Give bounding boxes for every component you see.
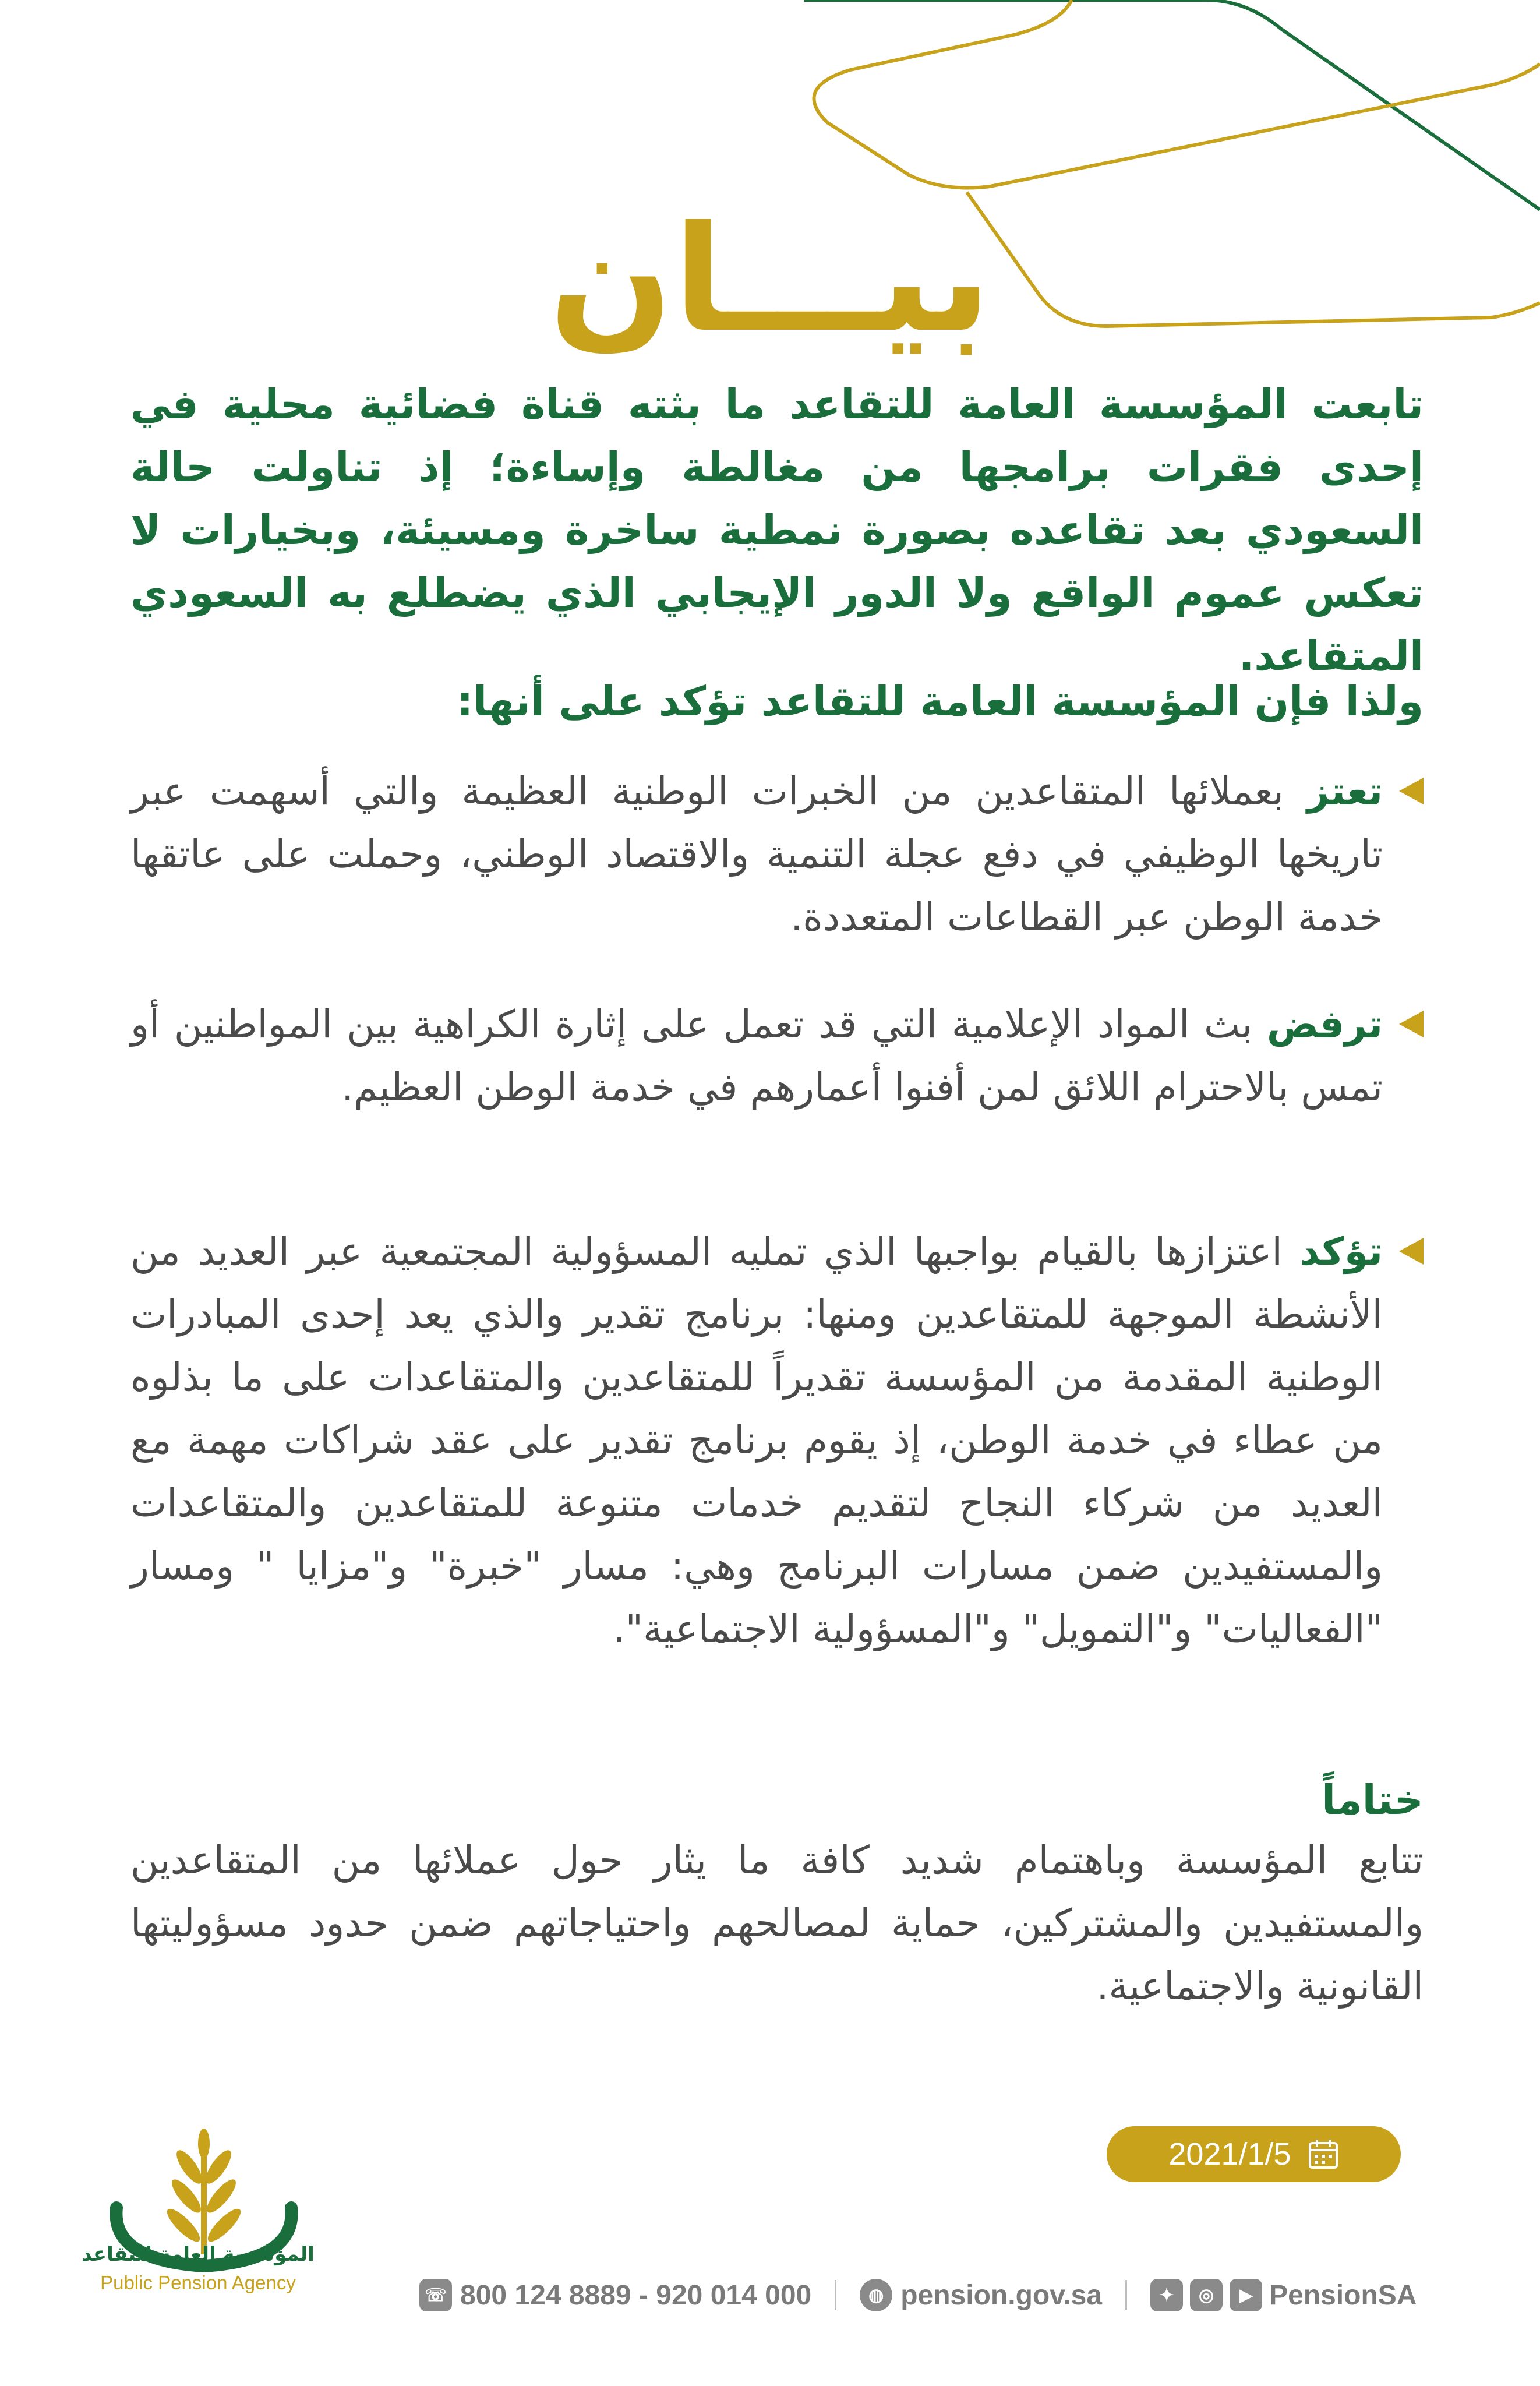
point-keyword: ترفض	[1266, 1002, 1383, 1047]
point-keyword: تؤكد	[1299, 1229, 1383, 1274]
point-item	[130, 1220, 1424, 1661]
phone-contact[interactable]	[419, 2279, 811, 2311]
social-handle[interactable]: PensionSA	[1269, 2279, 1417, 2311]
date-text: 2021/1/5	[1168, 2137, 1291, 2172]
closing-paragraph: تتابع المؤسسة وباهتمام شديد كافة ما يثار حول عملائها من المتقاعدين والمستفيدين والمشتركين، حماية لمصالحهم واحتياجاتهم ضمن حدود مسؤوليتها القانونية والاجتماعية.	[130, 1838, 1424, 2009]
calendar-icon	[1308, 2138, 1339, 2170]
point-item	[130, 760, 1424, 949]
agency-name-arabic: المؤسسة العامة للتقاعد	[82, 2243, 315, 2266]
closing-title: ختاماً	[1322, 1776, 1424, 1824]
social-links	[1150, 2279, 1417, 2311]
bullet-arrow-icon	[1397, 778, 1424, 804]
agency-logo	[76, 2120, 332, 2353]
headset-icon: ☏	[419, 2279, 452, 2311]
bullet-arrow-icon	[1397, 1238, 1424, 1265]
youtube-icon[interactable]: ▶	[1230, 2279, 1262, 2311]
lead-statement: ولذا فإن المؤسسة العامة للتقاعد تؤكد على أنها:	[457, 677, 1424, 725]
twitter-icon[interactable]: ✦	[1150, 2279, 1183, 2311]
bullet-arrow-icon	[1397, 1011, 1424, 1037]
point-text: اعتزازها بالقيام بواجبها الذي تمليه المسؤولية المجتمعية عبر العديد من الأنشطة الموجهة للمتقاعدين ومنها: برنامج تقدير والذي يعد إحدى المبادرات الوطنية المقدمة من المؤسسة تقديراً للمتقاعدين والمتقاعدات على ما بذلوه من عطاء في خدمة الوطن، إذ يقوم برنامج تقدير على عقد شراكات مهمة مع العديد من شركاء النجاح لتقديم خدمات متنوعة للمتقاعدين والمتقاعدات والمستفيدين ضمن مسارات البرنامج وهي: مسار "خبرة" و"مزايا " ومسار "الفعاليات" و"التمويل" و"المسؤولية الاجتماعية".	[130, 1229, 1383, 1651]
date-badge	[1107, 2126, 1401, 2182]
agency-name-english: Public Pension Agency	[100, 2272, 296, 2293]
website-url: pension.gov.sa	[900, 2279, 1103, 2311]
point-text: بعملائها المتقاعدين من الخبرات الوطنية العظيمة والتي أسهمت عبر تاريخها الوظيفي في دفع عجلة التنمية والاقتصاد الوطني، وحملت على عاتقها خدمة الوطن عبر القطاعات المتعددة.	[130, 769, 1383, 940]
divider	[835, 2280, 836, 2310]
globe-icon: ◍	[860, 2279, 892, 2311]
footer-contacts	[419, 2272, 1468, 2318]
point-keyword: تعتز	[1306, 769, 1383, 814]
website-link[interactable]	[860, 2279, 1102, 2311]
divider	[1125, 2280, 1127, 2310]
intro-paragraph: تابعت المؤسسة العامة للتقاعد ما بثته قناة فضائية محلية في إحدى فقرات برامجها من مغالطة وإساءة؛ إذ تناولت حالة السعودي بعد تقاعده بصورة نمطية ساخرة ومسيئة، وبخيارات لا تعكس عموم الواقع ولا الدور الإيجابي الذي يضطلع به السعودي المتقاعد.	[130, 380, 1424, 680]
page-title: بيـــان	[549, 195, 991, 364]
instagram-icon[interactable]: ◎	[1190, 2279, 1223, 2311]
point-item	[130, 993, 1424, 1119]
phone-numbers: 800 124 8889 - 920 014 000	[460, 2279, 812, 2311]
point-text: بث المواد الإعلامية التي قد تعمل على إثارة الكراهية بين المواطنين أو تمس بالاحترام اللائق لمن أفنوا أعمارهم في خدمة الوطن العظيم.	[130, 1002, 1383, 1110]
